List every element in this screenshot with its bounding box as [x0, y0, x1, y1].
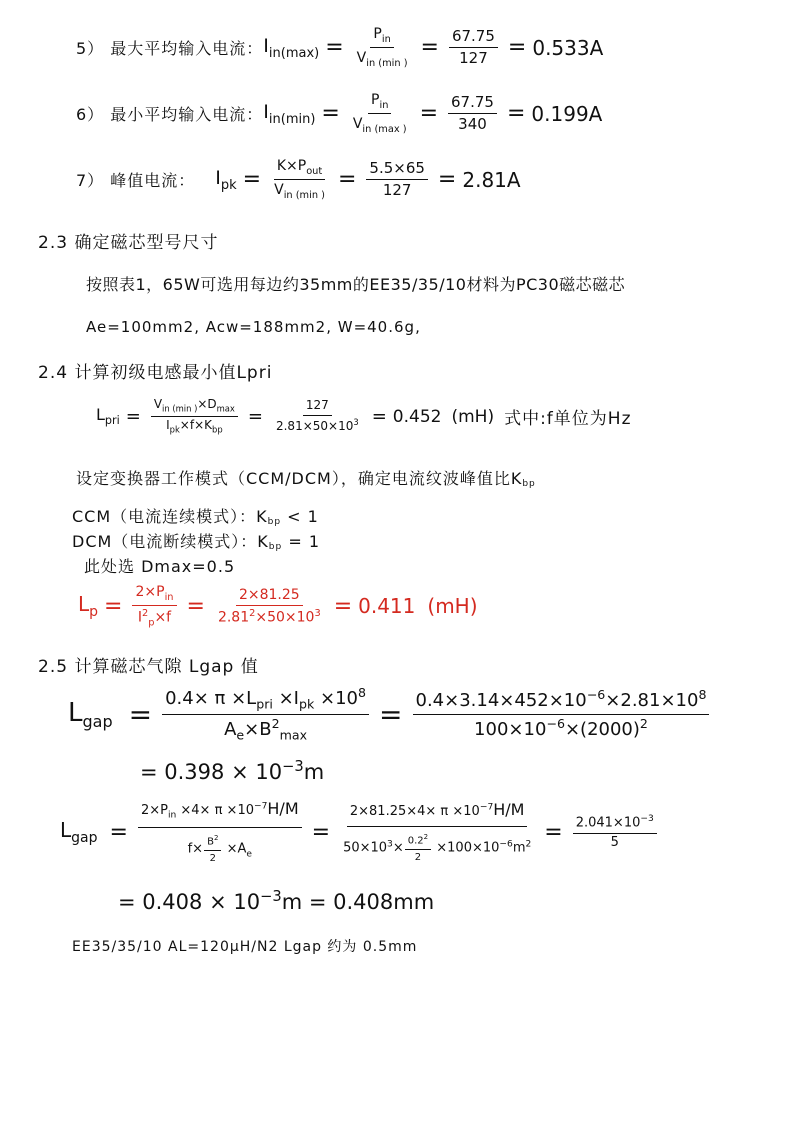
section-2-3-heading: 2.3 确定磁芯型号尺寸: [38, 233, 219, 253]
lgap-formula-2: $L_{gap}$ = $2\times P_{in} \times 4\times \pi \times 10^{-7}H/M$ f× $\frac{B^2}{2}$ $\times A_e$ = $2\times 81.25\times 4\times \pi \times 10^{-7}H/M$ $50\times 10^3\times$ $\frac{0.2^2}{2}$ $\times 100\times 10^{-6}m^2$ = $\frac{2.041\times 10^{-3}}{5}$: [60, 800, 661, 864]
item-7-formula: 7） 峰值电流： $I_{pk}$ = $\frac{K\times P_{out}}{V_{in (min )}}$ = $\frac{5.5\times 65}{127}$ = 2.81A: [76, 158, 521, 201]
item-6-label: 6） 最小平均输入电流：: [76, 105, 264, 125]
lgap2-frac-symbolic: $2\times P_{in} \times 4\times \pi \times 10^{-7}H/M$ f× $\frac{B^2}{2}$ $\times A_e$: [138, 800, 302, 864]
ccm-line: CCM（电流连续模式）：Kbp < 1: [72, 507, 319, 527]
lp-unit: (mH): [427, 594, 478, 619]
section-2-5-heading: 2.5 计算磁芯气隙 Lgap 值: [38, 657, 259, 677]
lgap2-frac-simplified: $\frac{2.041\times 10^{-3}}{5}$: [573, 814, 657, 851]
lgap-formula-1: $L_{gap}$ = $\frac{0.4\times \pi \times L_{pri} \times I_{pk} \times 10^8}{A_e\times B^2_{max}}$ = $\frac{0.4\times 3.14\times 452\times 10^{-6}\times 2.81\times 10^8}{100\times 10^{-6}\times(2000)^2}$: [68, 686, 713, 743]
item-5-formula: 5） 最大平均输入电流： $I_{in(max)}$ = $\frac{P_{in}}{V_{in (min )}}$ = $\frac{67.75}{127}$ = 0.533A: [76, 26, 604, 69]
section-2-3-line1: 按照表1，65W可选用每边约35mm的EE35/35/10材料为PC30磁芯磁芯: [86, 275, 626, 294]
lpri-formula: $L_{pri}$ = $\frac{V_{in (min )}\times D_{max}}{I_{pk}\times f\times K_{bp}}$ = $\frac{127}{2.81\times 50\times 10^3}$ = 0.452 (mH) 式中:f单位为Hz: [96, 397, 632, 435]
lgap1-result: = $0.398 \times 10^{-3}m$: [140, 758, 325, 784]
item-6-formula: 6） 最小平均输入电流： $I_{in(min)}$ = $\frac{P_{in}}{V_{in (max )}}$ = $\frac{67.75}{340}$ = 0.199A: [76, 92, 603, 135]
lpri-note: 式中:f单位为Hz: [504, 409, 632, 430]
lgap2-frac-numeric: $2\times 81.25\times 4\times \pi \times 10^{-7}H/M$ $50\times 10^3\times$ $\frac{0.2^2}{2}$ $\times 100\times 10^{-6}m^2$: [343, 800, 532, 863]
item-6-result: 0.199A: [531, 101, 603, 126]
lgap1-frac-numeric: $\frac{0.4\times 3.14\times 452\times 10^{-6}\times 2.81\times 10^8}{100\times 10^{-6}\times(2000)^2}$: [413, 688, 710, 740]
item-5-frac-numeric: $\frac{67.75}{127}$: [449, 28, 498, 68]
footer-note: EE35/35/10 AL=120μH/N2 Lgap 约为 0.5mm: [72, 939, 418, 955]
item-7-frac-numeric: $\frac{5.5\times 65}{127}$: [366, 160, 428, 200]
item-6-frac-numeric: $\frac{67.75}{340}$: [448, 94, 497, 134]
section-2-3-line2: Ae=100mm2, Acw=188mm2, W=40.6g,: [86, 318, 421, 336]
item-5-result: 0.533A: [532, 35, 604, 60]
mode-line: 设定变换器工作模式（CCM/DCM），确定电流纹波峰值比Kbp: [76, 469, 536, 489]
section-2-4-heading: 2.4 计算初级电感最小值Lpri: [38, 363, 273, 383]
lp-frac-symbolic: $\frac{2\times P_{in}}{I^2_p\times f}$: [132, 584, 176, 629]
item-5-frac-symbolic: $\frac{P_{in}}{V_{in (min )}}$: [356, 26, 408, 69]
lp-frac-numeric: $\frac{2\times 81.25}{2.81^2\times 50\times 10^3}$: [217, 586, 321, 626]
lpri-frac-numeric: $\frac{127}{2.81\times 50\times 10^3}$: [275, 398, 359, 434]
lgap2-result: = $0.408 \times 10^{-3}m = 0.408mm$: [118, 888, 435, 914]
item-7-result: 2.81A: [462, 167, 521, 192]
item-7-frac-symbolic: $\frac{K\times P_{out}}{V_{in (min )}}$: [274, 158, 325, 201]
item-5-label: 5） 最大平均输入电流：: [76, 39, 264, 59]
lp-result: 0.411: [358, 594, 416, 619]
lpri-frac-symbolic: $\frac{V_{in (min )}\times D_{max}}{I_{pk}\times f\times K_{bp}}$: [151, 398, 238, 435]
lpri-result: 0.452: [392, 406, 442, 427]
lp-formula: $L_p$ = $\frac{2\times P_{in}}{I^2_p\times f}$ = $\frac{2\times 81.25}{2.81^2\times 50\times 10^3}$ = 0.411 (mH): [78, 584, 478, 629]
lpri-unit: (mH): [451, 406, 495, 427]
lgap1-frac-symbolic: $\frac{0.4\times \pi \times L_{pri} \times I_{pk} \times 10^8}{A_e\times B^2_{max}}$: [162, 686, 369, 743]
dcm-line: DCM（电流断续模式）：Kbp = 1: [72, 532, 320, 552]
item-7-label: 7） 峰值电流：: [76, 171, 196, 191]
dmax-line: 此处选 Dmax=0.5: [84, 557, 236, 576]
item-6-frac-symbolic: $\frac{P_{in}}{V_{in (max )}}$: [352, 92, 407, 135]
